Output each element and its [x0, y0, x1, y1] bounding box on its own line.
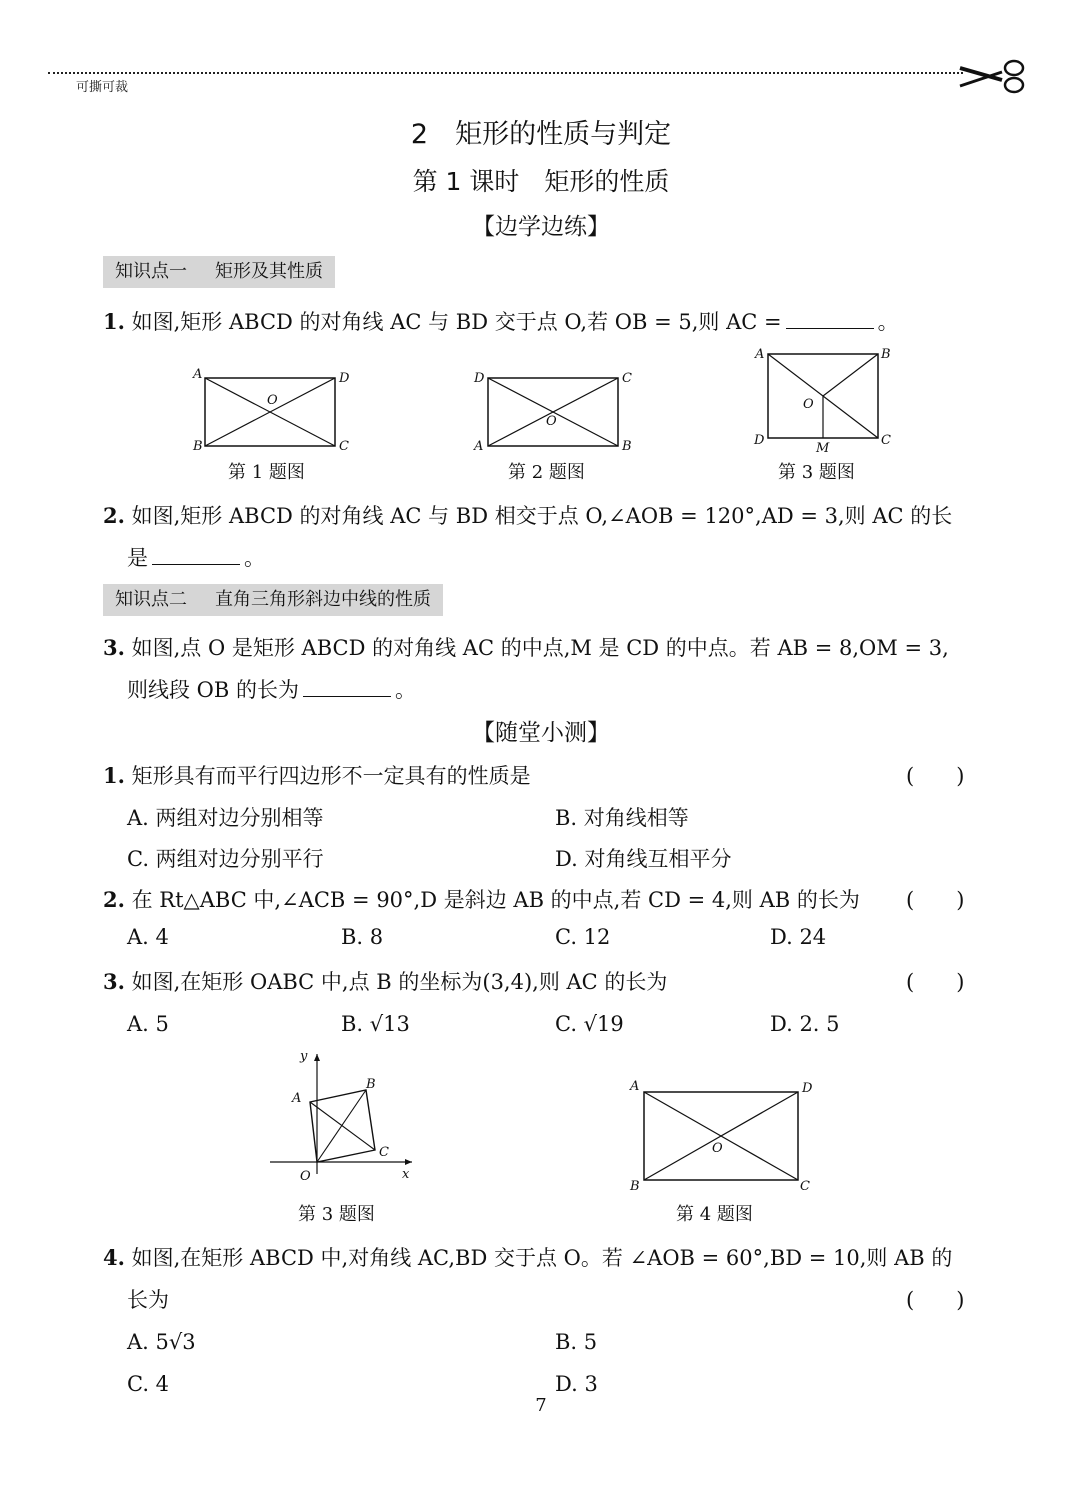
label-a: A	[193, 367, 203, 382]
question-text-cont: 是	[127, 546, 148, 570]
page-number: 7	[535, 1395, 547, 1416]
figure-quiz-4	[622, 1072, 822, 1197]
label-c: C	[881, 433, 891, 448]
label-b: B	[630, 1179, 640, 1194]
option-b[interactable]: B. 5	[555, 1330, 598, 1354]
label-o: O	[803, 397, 814, 412]
question-text: 在 Rt△ABC 中,∠ACB = 90°,D 是斜边 AB 的中点,若 CD = 4,则 AB 的长为	[131, 888, 860, 912]
x-axis-arrow	[405, 1159, 412, 1165]
figure-q2	[468, 362, 648, 457]
question-2-line-2	[127, 542, 265, 572]
quiz-question-2	[103, 884, 860, 914]
quiz-question-4-line-2: 长为	[127, 1288, 169, 1312]
question-number: 3.	[103, 969, 125, 994]
quiz-question-4	[103, 1242, 952, 1272]
caption-fig3: 第 3 题图	[778, 462, 855, 483]
question-text: 如图,在矩形 OABC 中,点 B 的坐标为(3,4),则 AC 的长为	[131, 970, 668, 994]
question-number: 2.	[103, 887, 125, 912]
label-a: A	[474, 439, 484, 454]
answer-blank[interactable]	[303, 678, 391, 697]
figure-q1	[185, 362, 365, 457]
option-a[interactable]: A. 两组对边分别相等	[127, 806, 324, 830]
question-text: 如图,在矩形 ABCD 中,对角线 AC,BD 交于点 O。若 ∠AOB = 60°,BD = 10,则 AB 的	[131, 1246, 953, 1270]
answer-blank[interactable]	[152, 546, 240, 565]
answer-paren[interactable]: ( )	[906, 888, 965, 912]
label-b: B	[366, 1077, 376, 1092]
period: 。	[877, 310, 899, 334]
option-a[interactable]: A. 5	[127, 1012, 169, 1036]
option-c[interactable]: C. 两组对边分别平行	[127, 847, 324, 871]
kp-title: 矩形及其性质	[215, 261, 323, 282]
quiz-question-1	[103, 760, 531, 790]
figure-quiz-3	[262, 1046, 422, 1186]
question-text: 如图,矩形 ABCD 的对角线 AC 与 BD 相交于点 O,∠AOB = 120°,AD = 3,则 AC 的长	[131, 504, 953, 528]
label-o: O	[546, 414, 557, 429]
label-o: O	[712, 1141, 723, 1156]
question-number: 3.	[103, 635, 125, 660]
question-text-cont: 则线段 OB 的长为	[127, 678, 299, 702]
caption-quiz-fig4: 第 4 题图	[676, 1204, 753, 1225]
question-number: 4.	[103, 1245, 125, 1270]
option-c[interactable]: C. 4	[127, 1372, 170, 1396]
y-axis-arrow	[314, 1054, 320, 1061]
option-b[interactable]: B. 8	[341, 925, 384, 949]
question-2	[103, 500, 952, 530]
lesson-subtitle: 第 1 课时 矩形的性质	[412, 167, 670, 196]
question-text: 如图,点 O 是矩形 ABCD 的对角线 AC 的中点,M 是 CD 的中点。若 AB = 8,OM = 3,	[131, 636, 949, 660]
label-c: C	[339, 439, 349, 454]
label-m: M	[816, 441, 830, 456]
label-c: C	[622, 371, 632, 386]
quiz-question-3	[103, 966, 667, 996]
kp-number: 知识点一	[115, 261, 187, 282]
lesson-title: 2 矩形的性质与判定	[410, 119, 672, 150]
label-a: A	[755, 347, 765, 362]
question-3	[103, 632, 949, 662]
option-d[interactable]: D. 24	[770, 925, 827, 949]
label-d: D	[754, 433, 765, 448]
question-number: 1.	[103, 763, 125, 788]
answer-paren[interactable]: ( )	[906, 970, 965, 994]
label-b: B	[881, 347, 891, 362]
period: 。	[244, 546, 265, 570]
label-b: B	[622, 439, 632, 454]
option-d[interactable]: D. 2. 5	[770, 1012, 840, 1036]
option-b[interactable]: B. √13	[341, 1012, 410, 1036]
question-text: 如图,矩形 ABCD 的对角线 AC 与 BD 交于点 O,若 OB = 5,则 AC =	[131, 310, 782, 334]
question-3-line-2	[127, 674, 416, 704]
option-d[interactable]: D. 对角线互相平分	[555, 847, 732, 871]
period: 。	[395, 678, 416, 702]
caption-fig1: 第 1 题图	[228, 462, 305, 483]
label-o: O	[300, 1169, 311, 1184]
option-b[interactable]: B. 对角线相等	[555, 806, 689, 830]
answer-paren[interactable]: ( )	[906, 764, 965, 788]
answer-paren[interactable]: ( )	[906, 1288, 965, 1312]
cut-note: 可撕可裁	[76, 80, 129, 95]
label-a: A	[630, 1079, 640, 1094]
label-c: C	[379, 1145, 389, 1160]
option-c[interactable]: C. 12	[555, 925, 611, 949]
option-a[interactable]: A. 4	[127, 925, 169, 949]
knowledge-point-1	[103, 256, 335, 288]
label-y: y	[300, 1049, 308, 1064]
label-d: D	[802, 1081, 813, 1096]
option-a[interactable]: A. 5√3	[127, 1330, 196, 1354]
diagonal-ac	[310, 1102, 375, 1150]
kp-title: 直角三角形斜边中线的性质	[215, 589, 431, 610]
question-text: 矩形具有而平行四边形不一定具有的性质是	[131, 764, 531, 788]
label-d: D	[474, 371, 485, 386]
label-d: D	[339, 371, 350, 386]
question-1	[103, 306, 899, 336]
question-number: 2.	[103, 503, 125, 528]
label-b: B	[193, 439, 203, 454]
label-c: C	[800, 1179, 810, 1194]
section-heading-practice: 【边学边练】	[472, 214, 610, 240]
answer-blank[interactable]	[786, 310, 874, 329]
label-o: O	[267, 393, 278, 408]
label-x: x	[402, 1167, 410, 1182]
label-a: A	[292, 1091, 302, 1106]
caption-quiz-fig3: 第 3 题图	[298, 1204, 375, 1225]
caption-fig2: 第 2 题图	[508, 462, 585, 483]
knowledge-point-2	[103, 584, 443, 616]
segment-ob	[823, 354, 878, 396]
figure-q3	[750, 342, 900, 457]
option-d[interactable]: D. 3	[555, 1372, 598, 1396]
question-number: 1.	[103, 309, 125, 334]
diagonal-ob	[317, 1090, 366, 1162]
option-c[interactable]: C. √19	[555, 1012, 624, 1036]
scissors-icon	[958, 56, 1028, 96]
kp-number: 知识点二	[115, 589, 187, 610]
cut-line	[48, 72, 963, 74]
section-heading-quiz: 【随堂小测】	[472, 720, 610, 746]
